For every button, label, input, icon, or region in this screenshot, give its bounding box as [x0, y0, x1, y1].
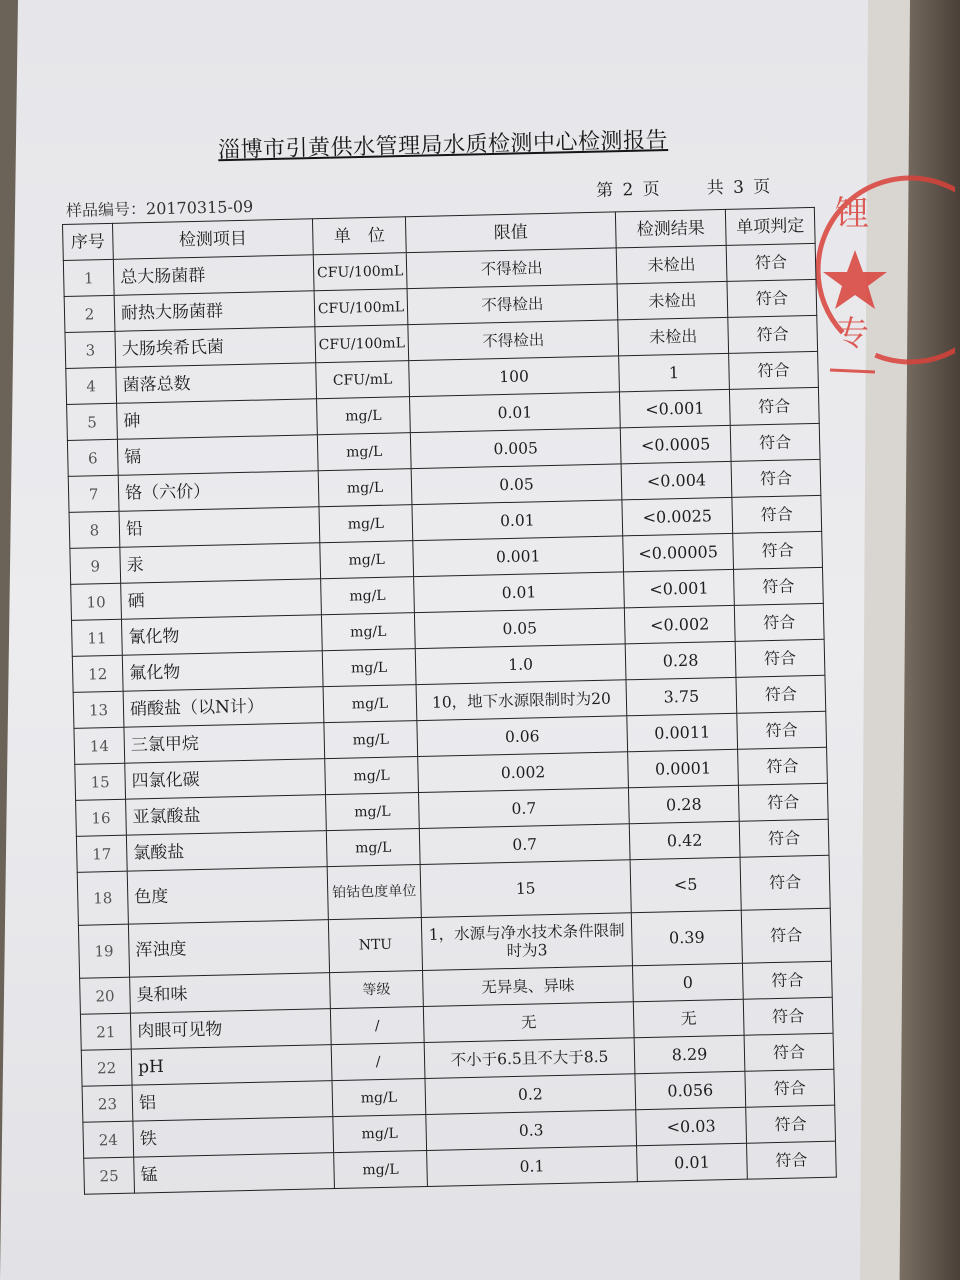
cell-seq: 19: [78, 924, 129, 978]
cell-unit: mg/L: [320, 541, 414, 579]
cell-seq: 11: [71, 619, 122, 656]
seal-icon: [815, 120, 955, 380]
cell-verdict: 符合: [729, 351, 819, 389]
cell-limit: 不得检出: [408, 320, 619, 361]
cell-limit: 0.01: [414, 572, 625, 613]
cell-result: 未检出: [617, 281, 728, 319]
sample-number: 样品编号：20170315-09: [65, 196, 254, 221]
cell-limit: 100: [409, 356, 620, 397]
cell-result: 0.0001: [628, 749, 739, 787]
cell-item: 氟化物: [122, 651, 323, 692]
cell-unit: mg/L: [321, 613, 415, 651]
cell-result: 1: [619, 353, 730, 391]
cell-seq: 24: [83, 1121, 134, 1158]
cell-result: 无: [633, 999, 744, 1037]
cell-verdict: 符合: [740, 855, 830, 910]
cell-limit: 1，水源与净水技术条件限制时为3: [421, 913, 632, 971]
cell-seq: 7: [68, 475, 119, 512]
cell-unit: CFU/100mL: [315, 325, 409, 363]
cell-result: 0: [632, 963, 743, 1001]
cell-item: 硒: [121, 579, 322, 620]
cell-seq: 17: [76, 835, 127, 872]
cell-unit: mg/L: [317, 433, 411, 471]
cell-seq: 14: [74, 727, 125, 764]
cell-verdict: 符合: [738, 783, 828, 821]
cell-item: 氯酸盐: [126, 831, 327, 872]
page-total: 共 3 页: [706, 177, 771, 199]
cell-result: <0.002: [624, 605, 735, 643]
cell-item: 铬（六价）: [118, 471, 319, 512]
cell-unit: NTU: [328, 918, 422, 973]
cell-seq: 15: [75, 763, 126, 800]
cell-seq: 6: [67, 439, 118, 476]
cell-verdict: 符合: [727, 279, 817, 317]
cell-seq: 12: [72, 655, 123, 692]
cell-seq: 13: [73, 691, 124, 728]
cell-seq: 2: [64, 295, 115, 332]
cell-limit: 0.1: [427, 1146, 638, 1187]
results-table-wrap: [62, 207, 836, 1195]
cell-unit: mg/L: [334, 1150, 428, 1188]
cell-verdict: 符合: [738, 747, 828, 785]
cell-unit: mg/L: [325, 757, 419, 795]
cell-seq: 10: [71, 583, 122, 620]
cell-item: 肉眼可见物: [130, 1009, 331, 1050]
cell-item: 硝酸盐（以N计）: [123, 687, 324, 728]
cell-verdict: 符合: [737, 711, 827, 749]
cell-item: 锰: [134, 1153, 335, 1194]
cell-seq: 25: [84, 1157, 135, 1194]
cell-limit: 0.3: [426, 1110, 637, 1151]
cell-seq: 16: [76, 799, 127, 836]
cell-result: <0.001: [619, 389, 730, 427]
cell-verdict: 符合: [729, 387, 819, 425]
cell-unit: CFU/mL: [316, 361, 410, 399]
page-indicator: [596, 172, 771, 201]
cell-seq: 3: [65, 331, 116, 368]
cell-result: <0.03: [636, 1107, 747, 1145]
cell-limit: 0.2: [425, 1074, 636, 1115]
cell-seq: 1: [63, 259, 114, 296]
cell-item: 菌落总数: [116, 363, 317, 404]
page-current: 第 2 页: [595, 179, 660, 201]
cell-verdict: 符合: [732, 495, 822, 533]
cell-limit: 不得检出: [406, 248, 617, 289]
cell-item: 臭和味: [130, 973, 331, 1014]
cell-result: 0.42: [629, 821, 740, 859]
cell-limit: 10，地下水源限制时为20: [416, 680, 627, 721]
cell-item: 铁: [133, 1117, 334, 1158]
cell-result: 3.75: [626, 677, 737, 715]
cell-limit: 0.05: [414, 608, 625, 649]
cell-unit: /: [331, 1042, 425, 1080]
cell-verdict: 符合: [734, 603, 824, 641]
cell-result: 0.056: [635, 1071, 746, 1109]
cell-verdict: 符合: [734, 567, 824, 605]
cell-result: <0.00005: [623, 533, 734, 571]
svg-text:锂: 锂: [835, 194, 869, 234]
cell-limit: 不得检出: [407, 284, 618, 325]
cell-result: 未检出: [618, 317, 729, 355]
cell-seq: 4: [66, 367, 117, 404]
cell-unit: mg/L: [333, 1114, 427, 1152]
cell-seq: 23: [82, 1085, 133, 1122]
cell-limit: 1.0: [415, 644, 626, 685]
cell-seq: 18: [77, 871, 128, 925]
cell-item: 铅: [119, 507, 320, 548]
cell-limit: 0.7: [418, 788, 629, 829]
cell-limit: 0.06: [417, 716, 628, 757]
cell-item: 镉: [117, 435, 318, 476]
cell-limit: 0.005: [410, 428, 621, 469]
cell-limit: 0.7: [419, 824, 630, 865]
cell-result: 8.29: [634, 1035, 745, 1073]
col-header-result: 检测结果: [615, 209, 726, 247]
cell-verdict: 符合: [747, 1141, 837, 1179]
col-header-item: 检测项目: [112, 219, 313, 260]
cell-item: 大肠埃希氏菌: [115, 327, 316, 368]
results-table: [62, 207, 837, 1195]
cell-item: 浑浊度: [128, 920, 329, 978]
cell-unit: mg/L: [324, 721, 418, 759]
cell-limit: 无异臭、异味: [423, 966, 634, 1007]
cell-result: 0.39: [631, 910, 742, 965]
cell-verdict: 符合: [735, 639, 825, 677]
cell-unit: mg/L: [323, 685, 417, 723]
cell-seq: 8: [69, 511, 120, 548]
report-title: 淄博市引黄供水管理局水质检测中心检测报告: [217, 128, 669, 164]
cell-verdict: 符合: [743, 997, 833, 1035]
cell-unit: mg/L: [332, 1078, 426, 1116]
cell-verdict: 符合: [736, 675, 826, 713]
cell-unit: CFU/100mL: [314, 289, 408, 327]
cell-unit: CFU/100mL: [313, 253, 407, 291]
cell-item: 砷: [117, 399, 318, 440]
cell-verdict: 符合: [728, 315, 818, 353]
cell-item: 三氯甲烷: [124, 723, 325, 764]
cell-item: 总大肠菌群: [113, 255, 314, 296]
cell-unit: 铂钴色度单位: [327, 865, 421, 920]
col-header-seq: 序号: [63, 223, 114, 260]
cell-unit: mg/L: [319, 505, 413, 543]
cell-verdict: 符合: [744, 1033, 834, 1071]
cell-unit: mg/L: [326, 829, 420, 867]
cell-verdict: 符合: [745, 1069, 835, 1107]
cell-item: 铝: [132, 1081, 333, 1122]
cell-unit: mg/L: [317, 397, 411, 435]
cell-item: 汞: [120, 543, 321, 584]
svg-text:专: 专: [835, 314, 869, 354]
cell-limit: 0.01: [410, 392, 621, 433]
cell-unit: 等级: [330, 971, 424, 1009]
cell-unit: mg/L: [322, 649, 416, 687]
cell-result: <5: [630, 857, 741, 912]
cell-item: 氰化物: [121, 615, 322, 656]
col-header-limit: 限值: [405, 212, 616, 253]
cell-verdict: 符合: [730, 423, 820, 461]
cell-unit: /: [330, 1007, 424, 1045]
cell-result: 0.28: [628, 785, 739, 823]
cell-result: 0.28: [625, 641, 736, 679]
col-header-unit: 单 位: [312, 217, 406, 255]
cell-limit: 不小于6.5且不大于8.5: [424, 1038, 635, 1079]
cell-seq: 22: [81, 1049, 132, 1086]
cell-result: 0.01: [637, 1143, 748, 1181]
cell-limit: 15: [420, 860, 631, 918]
cell-result: <0.0025: [622, 497, 733, 535]
cell-result: <0.004: [621, 461, 732, 499]
cell-unit: mg/L: [318, 469, 412, 507]
cell-item: 亚氯酸盐: [126, 795, 327, 836]
cell-limit: 0.01: [412, 500, 623, 541]
cell-item: 色度: [127, 867, 328, 925]
cell-unit: mg/L: [321, 577, 415, 615]
cell-verdict: 符合: [742, 961, 832, 999]
cell-verdict: 符合: [726, 243, 816, 281]
cell-item: pH: [131, 1045, 332, 1086]
cell-seq: 20: [80, 977, 131, 1014]
cell-result: <0.001: [624, 569, 735, 607]
cell-verdict: 符合: [739, 819, 829, 857]
cell-result: 未检出: [616, 245, 727, 283]
cell-verdict: 符合: [741, 908, 831, 963]
cell-unit: mg/L: [326, 793, 420, 831]
cell-limit: 无: [423, 1002, 634, 1043]
cell-verdict: 符合: [746, 1105, 836, 1143]
cell-verdict: 符合: [733, 531, 823, 569]
cell-limit: 0.002: [418, 752, 629, 793]
cell-verdict: 符合: [731, 459, 821, 497]
cell-seq: 5: [67, 403, 118, 440]
cell-limit: 0.001: [413, 536, 624, 577]
cell-limit: 0.05: [411, 464, 622, 505]
cell-item: 耐热大肠菌群: [114, 291, 315, 332]
cell-seq: 9: [70, 547, 121, 584]
cell-result: <0.0005: [620, 425, 731, 463]
table-body: [63, 243, 836, 1194]
red-seal-stamp: [815, 120, 955, 380]
col-header-verdict: 单项判定: [725, 207, 815, 245]
cell-seq: 21: [80, 1013, 131, 1050]
cell-item: 四氯化碳: [125, 759, 326, 800]
cell-result: 0.0011: [627, 713, 738, 751]
